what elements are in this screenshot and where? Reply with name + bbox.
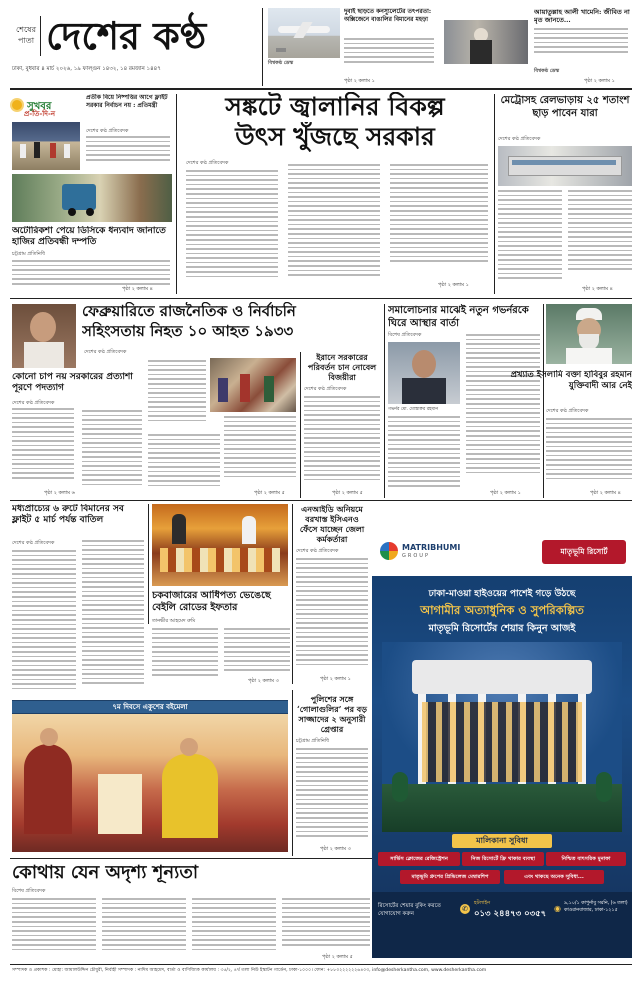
emptiness-headline[interactable]: কোথায় যেন অদৃশ্য শূন্যতা	[12, 862, 199, 883]
obituary-headline[interactable]: প্রখ্যাত ইসলামি বক্তা হাবিবুর রহমান যুক্তিবাদী আর নেই	[510, 370, 632, 391]
lead-story[interactable]: সঙ্কটে জ্বালানির বিকল্প উৎস খুঁজছে সরকার দেশের কণ্ঠ প্রতিবেদক পৃষ্ঠা ২ কলাম ১	[180, 92, 490, 297]
stage-photo	[12, 122, 80, 170]
metro-photo	[498, 146, 632, 186]
bookfair-photo	[12, 714, 288, 852]
emptiness-story[interactable]: কোথায় যেন অদৃশ্য শূন্যতা বিশেষ প্রতিবেদক পৃষ্ঠা ২ কলাম ৫	[12, 862, 372, 962]
location-icon: ◉	[554, 904, 561, 913]
date-line: ঢাকা, বুধবার ৪ মার্চ ২০২৬, ১৯ ফাল্গুন ১৪৩২, ১৪ রমজান ১৪৪৭	[12, 66, 161, 72]
violence-story[interactable]	[82, 302, 348, 348]
masthead-title[interactable]: দেশের কণ্ঠ	[46, 13, 207, 58]
police-story[interactable]: পুলিশের সঙ্গে ‘গোলাগুলির’ পর বড় সাজ্জাদের ২ অনুসারী গ্রেপ্তার চট্টগ্রাম প্রতিনিধি পৃষ্ঠা ২ কলাম ৩	[296, 694, 367, 852]
ad-contact: রিসোর্টের শেয়ার বুকিং করতে যোগাযোগ করুন ✆ হটলাইন ০১৩ ২৪৪৭৩ ০৩৫৭ ◉ ৯,১০/১ কাপুর্নাবু সরনি, (৬ তলা) কাওরানবাজার, ঢাকা-১২১৫	[372, 892, 632, 958]
sukhobor-story1-headline[interactable]: প্রতীক বিয়ে নিষ্পত্তির আগে ফ্লাইট সরকার নির্বাচন নয় : প্রতিমন্ত্রী	[86, 94, 168, 109]
iftar-story[interactable]: চকবাজারের আধিপত্য ভেঙেছে বেইলি রোডের ইফতার তানভীর আহমেদ রুমি পৃষ্ঠা ২ কলাম ৩	[152, 590, 292, 686]
violence-headline-line2[interactable]: সহিংসতায় নিহত ১০ আহত ১৯৩৩	[82, 322, 294, 340]
obituary-photo	[546, 304, 632, 364]
iran-story[interactable]: ইরানে সরকারের পরিবর্তন চান নোবেল বিজয়ীরা দেশের কণ্ঠ প্রতিবেদক পৃষ্ঠা ২ কলাম ৫	[304, 352, 380, 498]
sukhobor-story2-headline[interactable]: অটোরিকশা পেয়ে ডিসিকে ধন্যবাদ জানাতে হাজির প্রতিবন্ধী দম্পতি	[12, 226, 166, 247]
benefit-5: এবং থাকছে অনেক সুবিধা...	[504, 870, 604, 884]
resort-building	[382, 642, 622, 832]
footer-imprint: সম্পাদক ও প্রকাশক : মোহা: জামালউদ্দিন চৌধুরী, নির্বাহী সম্পাদক : নাদিম আহমেদ, বার্তা ও বাণিজ্যিক কার্যালয় : ৩৫/২, ৪র্থ তলা নিউ ইস্কাটন গার্ডেন, ঢাকা-১০০০। ফোন: +৮৮০২২২২২২৬৪০৩, info@desherkantha.com, www.desherkantha.com	[12, 968, 487, 973]
lead-headline-line1[interactable]: সঙ্কটে জ্বালানির বিকল্প	[225, 92, 445, 121]
sukhobor-logo: সুখবর	[12, 94, 82, 114]
governor-photo	[388, 342, 460, 404]
teaser-dubai[interactable]: দুবাই ছাড়তে কনস্যুলেটের তৎপরতা: অক্সিজেনে বাঙালির বিমানের মহড়া বিশ্বকণ্ঠ ডেস্ক পৃষ্ঠা ২ কলাম ১	[268, 8, 438, 88]
iftar-photo	[152, 504, 288, 586]
teaser-khamenei-headline[interactable]: আয়াতুল্লাহ আলী খামেনি: জীবিত না মৃত জানতে...	[534, 8, 630, 24]
benefit-1: সার্ভিস ক্লোজের রেজিস্ট্রেশন	[378, 852, 460, 866]
benefits-title: মালিকানা সুবিধা	[452, 834, 552, 848]
masthead	[12, 10, 257, 62]
violence-headline-line1[interactable]: ফেব্রুয়ারিতে রাজনৈতিক ও নির্বাচনি	[82, 302, 296, 320]
metro-story[interactable]: মেট্রোসহ রেলভাড়ায় ২৫ শতাংশ ছাড় পাবেন যারা দেশের কণ্ঠ প্রতিবেদক পৃষ্ঠা ২ কলাম ৪	[498, 94, 632, 294]
iran-headline[interactable]: ইরানে সরকারের পরিবর্তন চান নোবেল বিজয়ীরা	[307, 352, 377, 382]
rickshaw-photo	[12, 174, 172, 222]
politician-photo	[12, 304, 76, 368]
hotline-phone[interactable]: ০১৩ ২৪৪৭৩ ০৩৫৭	[474, 909, 547, 919]
metro-headline[interactable]: মেট্রোসহ রেলভাড়ায় ২৫ শতাংশ ছাড় পাবেন যারা	[500, 95, 630, 119]
flights-headline[interactable]: মধ্যপ্রাচ্যের ৬ রুটে বিমানের সব ফ্লাইট ৫ মার্চ পর্যন্ত বাতিল	[12, 504, 124, 525]
tagline: শেষের পাতা	[12, 16, 41, 56]
no-budget-headline[interactable]: কোনো চাপ নয় সরকারের প্রত্যাশা পূরণে পদত্যাগ	[12, 372, 133, 393]
matribhumi-logo-icon	[380, 542, 398, 560]
ad-header: MATRIBHUMI GROUP মাতৃভূমি রিসোর্ট	[372, 530, 632, 576]
nid-story[interactable]: এনআইডি অনিয়মে বরখাস্ত ইসিএনও ফেঁসে যাচ্ছেন জেলা কর্মকর্তারা দেশের কণ্ঠ প্রতিবেদক পৃষ্ঠা ২ কলাম ১	[296, 504, 368, 684]
benefit-3: নিশ্চিত বাৎসরিক মুনাফা	[546, 852, 626, 866]
governor-headline[interactable]: সমালোচনার মাঝেই নতুন গভর্নরকে ঘিরে আস্থার বার্তা	[388, 305, 529, 329]
sun-icon	[12, 100, 22, 110]
police-headline[interactable]: পুলিশের সঙ্গে ‘গোলাগুলির’ পর বড় সাজ্জাদের ২ অনুসারী গ্রেপ্তার	[297, 694, 367, 734]
teaser-dubai-headline[interactable]: দুবাই ছাড়তে কনস্যুলেটের তৎপরতা: অক্সিজেনে বাঙালির বিমানের মহড়া	[344, 8, 432, 23]
nid-headline[interactable]: এনআইডি অনিয়মে বরখাস্ত ইসিএনও ফেঁসে যাচ্ছেন জেলা কর্মকর্তারা	[299, 504, 365, 544]
lead-headline-line2[interactable]: উৎস খুঁজছে সরকার	[235, 122, 435, 151]
resort-logo: মাতৃভূমি রিসোর্ট	[542, 540, 626, 564]
teaser-khamenei[interactable]: আয়াতুল্লাহ আলী খামেনি: জীবিত না মৃত জানতে... বিশ্বকণ্ঠ ডেস্ক পৃষ্ঠা ২ কলাম ১	[444, 8, 630, 88]
bookfair-banner: ৭ম দিবসে একুশের বইমেলা	[12, 700, 288, 714]
governor-story[interactable]: সমালোচনার মাঝেই নতুন গভর্নরকে ঘিরে আস্থার বার্তা বিশেষ প্রতিবেদক গভর্নর মো. মোস্তাক্বর রহমান পৃষ্ঠা ২ কলাম ১	[388, 304, 540, 498]
airplane-photo	[268, 8, 340, 58]
benefit-2: নিজ রিসোর্টে ফ্রি থাকার ব্যবস্থা	[462, 852, 544, 866]
phone-icon: ✆	[460, 904, 470, 914]
flights-story[interactable]: মধ্যপ্রাচ্যের ৬ রুটে বিমানের সব ফ্লাইট ৫ মার্চ পর্যন্ত বাতিল দেশের কণ্ঠ প্রতিবেদক	[12, 504, 76, 710]
iftar-headline[interactable]: চকবাজারের আধিপত্য ভেঙেছে বেইলি রোডের ইফতার	[152, 590, 271, 613]
resort-ad[interactable]: MATRIBHUMI GROUP মাতৃভূমি রিসোর্ট ঢাকা-মাওয়া হাইওয়ের পাশেই গড়ে উঠছে আগামীর অত্যাধুনিক ও সুপরিকল্পিত মাতৃভূমি রিসোর্টের শেয়ার কিনুন আজই মালিকানা সুবিধা সার্ভিস ক্লোজের রেজিস্ট্রেশন নিজ রিসোর্টে ফ্রি থাকার ব্যবস্থা নিশ্চিত বাৎসরিক মুনাফা মাতৃভূমি গ্রুপের প্রিভিলেজ মেম্বারশিপ এবং থাকছে অনেক সুবিধা... রিসোর্টের শেয়ার বুকিং করতে যোগাযোগ করুন ✆ হটলাইন ০১৩ ২৪৪৭৩ ০৩৫৭ ◉ ৯,১০/১ কাপুর্নাবু সরনি, (৬ তলা) কাওরানবাজার, ঢাকা-১২১৫	[372, 530, 632, 958]
khamenei-photo	[444, 20, 528, 64]
crowd-photo	[210, 358, 296, 412]
sukhobor-box: সুখবর প্র-তি-দি-ন প্রতীক বিয়ে নিষ্পত্তির আগে ফ্লাইট সরকার নির্বাচন নয় : প্রতিমন্ত্রী দেশের কণ্ঠ প্রতিবেদক অটোরিকশা পেয়ে ডিসিকে ধন্যবাদ জানাতে হাজির প্রতিবন্ধী দম্পতি চট্টগ্রাম প্রতিনিধি পৃষ্ঠা ২ কলাম ৪	[12, 94, 172, 294]
benefit-4: মাতৃভূমি গ্রুপের প্রিভিলেজ মেম্বারশিপ	[400, 870, 500, 884]
obituary-story[interactable]: প্রখ্যাত ইসলামি বক্তা হাবিবুর রহমান যুক্তিবাদী আর নেই দেশের কণ্ঠ প্রতিবেদক পৃষ্ঠা ২ কলাম ৪	[546, 304, 632, 498]
